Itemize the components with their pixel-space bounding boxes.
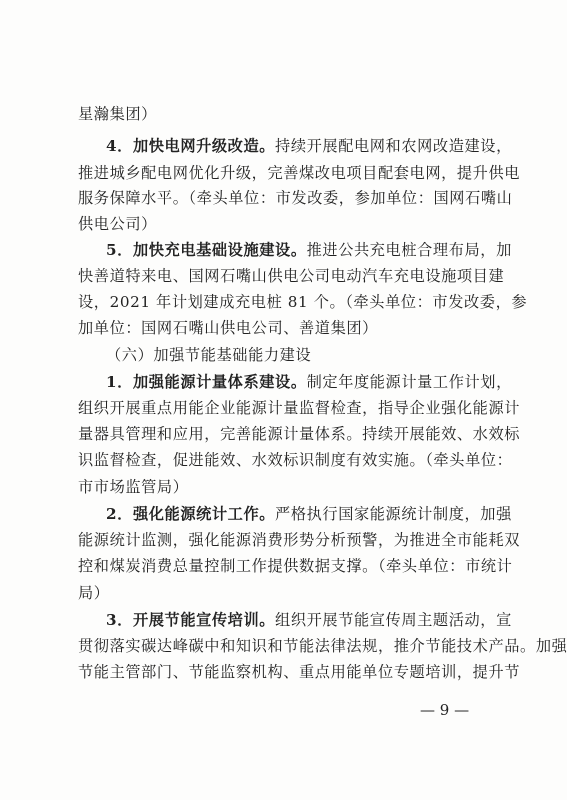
item-2-first-line [106,504,512,524]
body-line: 加单位：国网石嘴山供电公司、善道集团） [78,319,378,337]
body-line: 供电公司） [78,215,157,233]
item-text: 组织开展节能宣传周主题活动，宣 [275,611,512,629]
body-line: 贯彻落实碳达峰碳中和知识和节能法律法规，推介节能技术产品。加强 [78,637,567,655]
page-number: — 9 — [420,701,470,719]
body-line: 推进城乡配电网优化升级，完善煤改电项目配套电网，提升供电 [78,164,521,182]
item-1-first-line [106,372,512,392]
body-line: 市市场监管局） [78,478,189,496]
item-text: 持续开展配电网和农网改造建设， [275,137,512,155]
item-text: 制定年度能源计量工作计划， [306,373,512,391]
item-text: 严格执行国家能源统计制度，加强 [275,505,512,523]
item-heading: 3．开展节能宣传培训。 [106,611,276,629]
body-line: 识监督检查，促进能效、水效标识制度有效实施。（牵头单位： [78,451,513,469]
body-line: 节能主管部门、节能监察机构、重点用能单位专题培训，提升节 [78,663,521,681]
body-line: 能源统计监测，强化能源消费形势分析预警，为推进全市能耗双 [78,531,521,549]
body-line: 星瀚集团） [78,105,157,123]
item-text: 推进公共充电桩合理布局，加 [306,241,512,259]
item-4-first-line [106,136,512,156]
item-heading: 1．加强能源计量体系建设。 [106,373,307,391]
item-heading: 5．加快充电基础设施建设。 [106,241,307,259]
item-heading: 4．加快电网升级改造。 [106,137,276,155]
body-line: 设，2021 年计划建成充电桩 81 个。（牵头单位：市发改委，参 [78,293,528,311]
body-line: 控和煤炭消费总量控制工作提供数据支撑。（牵头单位：市统计 [78,557,513,575]
body-line: 快善道特来电、国网石嘴山供电公司电动汽车充电设施项目建 [78,267,505,285]
item-heading: 2．强化能源统计工作。 [106,505,276,523]
item-5-first-line [106,240,512,260]
body-line: 组织开展重点用能企业能源计量监督检查，指导企业强化能源计 [78,399,521,417]
section-heading: （六）加强节能基础能力建设 [106,346,312,364]
body-line: 服务保障水平。（牵头单位：市发改委，参加单位：国网石嘴山 [78,189,513,207]
body-line: 量器具管理和应用，完善能源计量体系。持续开展能效、水效标 [78,425,521,443]
item-3-first-line [106,610,512,630]
body-line: 局） [78,584,110,602]
